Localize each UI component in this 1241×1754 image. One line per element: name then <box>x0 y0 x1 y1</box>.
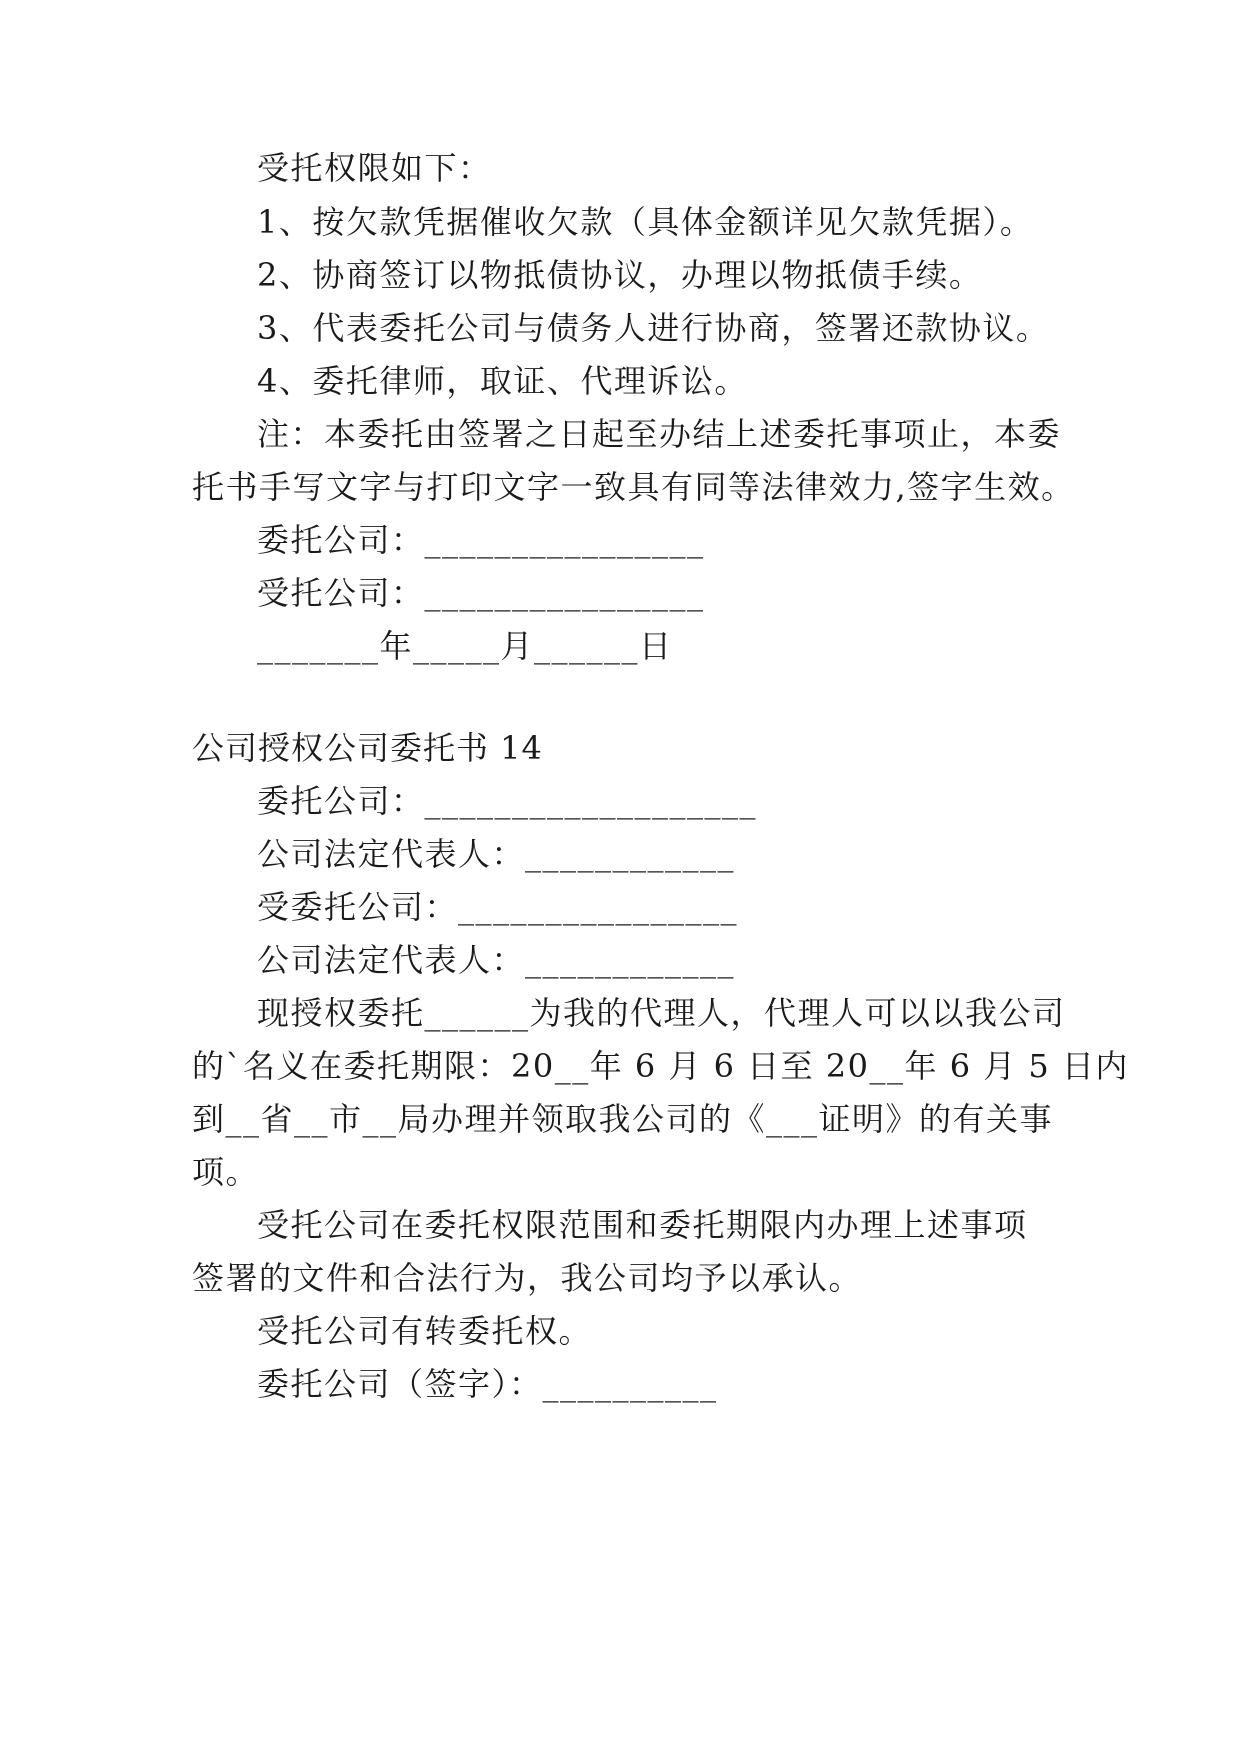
authorization-paragraph-line-2: 的`名义在委托期限：20__年 6 月 6 日至 20__年 6 月 5 日内 <box>192 1047 1129 1085</box>
entrusting-company-field-2: 委托公司：___________________ <box>257 782 758 820</box>
entrusting-company-field: 委托公司：________________ <box>257 521 705 559</box>
acknowledgement-line-1: 受托公司在委托权限范围和委托期限内办理上述事项 <box>257 1206 1028 1244</box>
legal-representative-field-1: 公司法定代表人：____________ <box>257 835 736 873</box>
subdelegation-statement: 受托公司有转委托权。 <box>257 1312 593 1350</box>
legal-representative-field-2: 公司法定代表人：____________ <box>257 941 736 979</box>
document-title: 公司授权公司委托书 14 <box>192 729 543 767</box>
authority-item-2: 2、协商签订以物抵债协议，办理以物抵债手续。 <box>257 256 983 294</box>
note-line-1: 注：本委托由签署之日起至办结上述委托事项止，本委 <box>257 415 1062 453</box>
date-line: _______年_____月______日 <box>257 627 673 665</box>
authorization-paragraph-line-4: 项。 <box>192 1153 260 1191</box>
authorization-paragraph-line-3: 到__省__市__局办理并领取我公司的《___证明》的有关事 <box>192 1100 1054 1138</box>
entrusted-company-field-2: 受委托公司：________________ <box>257 888 739 926</box>
signature-field: 委托公司（签字）：__________ <box>257 1365 718 1403</box>
acknowledgement-line-2: 签署的文件和合法行为，我公司均予以承认。 <box>192 1259 863 1297</box>
entrusted-company-field: 受托公司：________________ <box>257 574 705 612</box>
authorization-paragraph-line-1: 现授权委托______为我的代理人，代理人可以以我公司 <box>257 994 1066 1032</box>
authority-item-4: 4、委托律师，取证、代理诉讼。 <box>257 362 748 400</box>
authority-item-3: 3、代表委托公司与债务人进行协商，签署还款协议。 <box>257 309 1050 347</box>
authority-item-1: 1、按欠款凭据催收欠款（具体金额详见欠款凭据）。 <box>257 203 1034 241</box>
authority-heading: 受托权限如下： <box>257 149 492 187</box>
note-line-2: 托书手写文字与打印文字一致具有同等法律效力,签字生效。 <box>192 468 1075 506</box>
